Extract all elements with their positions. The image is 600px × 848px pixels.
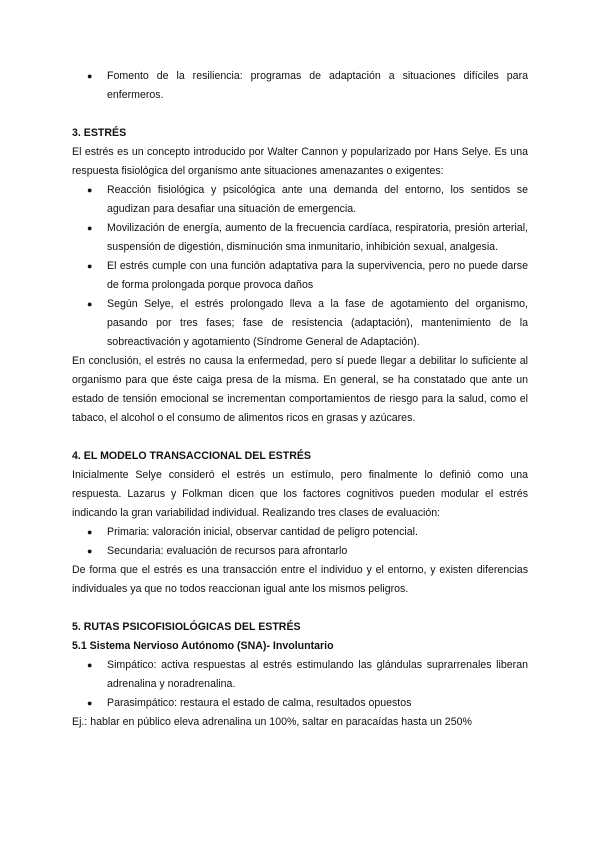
- list-item-text: Primaria: valoración inicial, observar cantidad de peligro potencial.: [107, 526, 418, 538]
- section-5-1-subheading: 5.1 Sistema Nervioso Autónomo (SNA)- Involuntario: [72, 640, 334, 652]
- list-item: [72, 257, 528, 295]
- section-5-bullet-list: [72, 656, 528, 713]
- section-5-heading: 5. RUTAS PSICOFISIOLÓGICAS DEL ESTRÉS: [72, 621, 301, 633]
- bullet-icon: ●: [87, 185, 93, 195]
- bullet-icon: ●: [87, 261, 93, 271]
- list-item-text: Fomento de la resiliencia: programas de adaptación a situaciones difíciles para enfermeros.: [107, 70, 528, 101]
- list-item-text: Simpático: activa respuestas al estrés estimulando las glándulas suprarrenales liberan adrenalina y noradrenalina.: [107, 659, 528, 690]
- bullet-icon: ●: [87, 71, 93, 81]
- list-item: [72, 542, 528, 561]
- section-4-paragraph: Inicialmente Selye consideró el estrés un estímulo, pero finalmente lo definió como una respuesta. Lazarus y Folkman dicen que los factores cognitivos pueden modular el estrés indicando la gran variabilidad individual. Realizando tres clases de evaluación:: [72, 469, 528, 519]
- bullet-icon: ●: [87, 527, 93, 537]
- bullet-icon: ●: [87, 698, 93, 708]
- list-item: [72, 656, 528, 694]
- list-item-text: Secundaria: evaluación de recursos para afrontarlo: [107, 545, 348, 557]
- list-item-text: Reacción fisiológica y psicológica ante una demanda del entorno, los sentidos se agudizan para desafiar una situación de emergencia.: [107, 184, 528, 215]
- section-4-bullet-list: [72, 523, 528, 561]
- list-item-text: Parasimpático: restaura el estado de calma, resultados opuestos: [107, 697, 412, 709]
- list-item: [72, 694, 528, 713]
- list-item: [72, 295, 528, 352]
- bullet-icon: ●: [87, 299, 93, 309]
- list-item: [72, 219, 528, 257]
- list-item-text: Movilización de energía, aumento de la frecuencia cardíaca, respiratoria, presión arterial, suspensión de digestión, disminución sma inmunitario, inhibición sexual, analgesia.: [107, 222, 528, 253]
- bullet-icon: ●: [87, 660, 93, 670]
- section-3-bullet-list: [72, 181, 528, 352]
- list-item: [72, 523, 528, 542]
- list-item: [72, 181, 528, 219]
- section-4-heading: 4. EL MODELO TRANSACCIONAL DEL ESTRÉS: [72, 450, 311, 462]
- list-item: [72, 67, 528, 105]
- bullet-icon: ●: [87, 546, 93, 556]
- list-item-text: Según Selye, el estrés prolongado lleva a la fase de agotamiento del organismo, pasando por tres fases; fase de resistencia (adaptación), mantenimiento de la sobreactivación y agotamiento (Síndrome General de Adaptación).: [107, 298, 528, 348]
- section-5-example: Ej.: hablar en público eleva adrenalina un 100%, saltar en paracaídas hasta un 250%: [72, 716, 472, 728]
- section-4-conclusion: De forma que el estrés es una transacción entre el individuo y el entorno, y existen diferencias individuales ya que no todos reaccionan igual ante los mismos peligros.: [72, 564, 528, 595]
- section-3-paragraph: El estrés es un concepto introducido por Walter Cannon y popularizado por Hans Selye. Es una respuesta fisiológica del organismo ante situaciones amenazantes o exigentes:: [72, 146, 528, 177]
- section-3-heading: 3. ESTRÉS: [72, 127, 127, 139]
- page-content: [72, 67, 528, 732]
- list-item-text: El estrés cumple con una función adaptativa para la supervivencia, pero no puede darse de forma prolongada porque provoca daños: [107, 260, 528, 291]
- bullet-icon: ●: [87, 223, 93, 233]
- section-3-conclusion: En conclusión, el estrés no causa la enfermedad, pero sí puede llegar a debilitar lo suficiente al organismo para que éste caiga presa de la misma. En general, se ha constatado que ante un estado de tensión emocional se incrementan comportamientos de riesgo para la salud, como el tabaco, el alcohol o el consumo de alimentos ricos en grasas y azúcares.: [72, 355, 528, 424]
- intro-bullet-list: [72, 67, 528, 105]
